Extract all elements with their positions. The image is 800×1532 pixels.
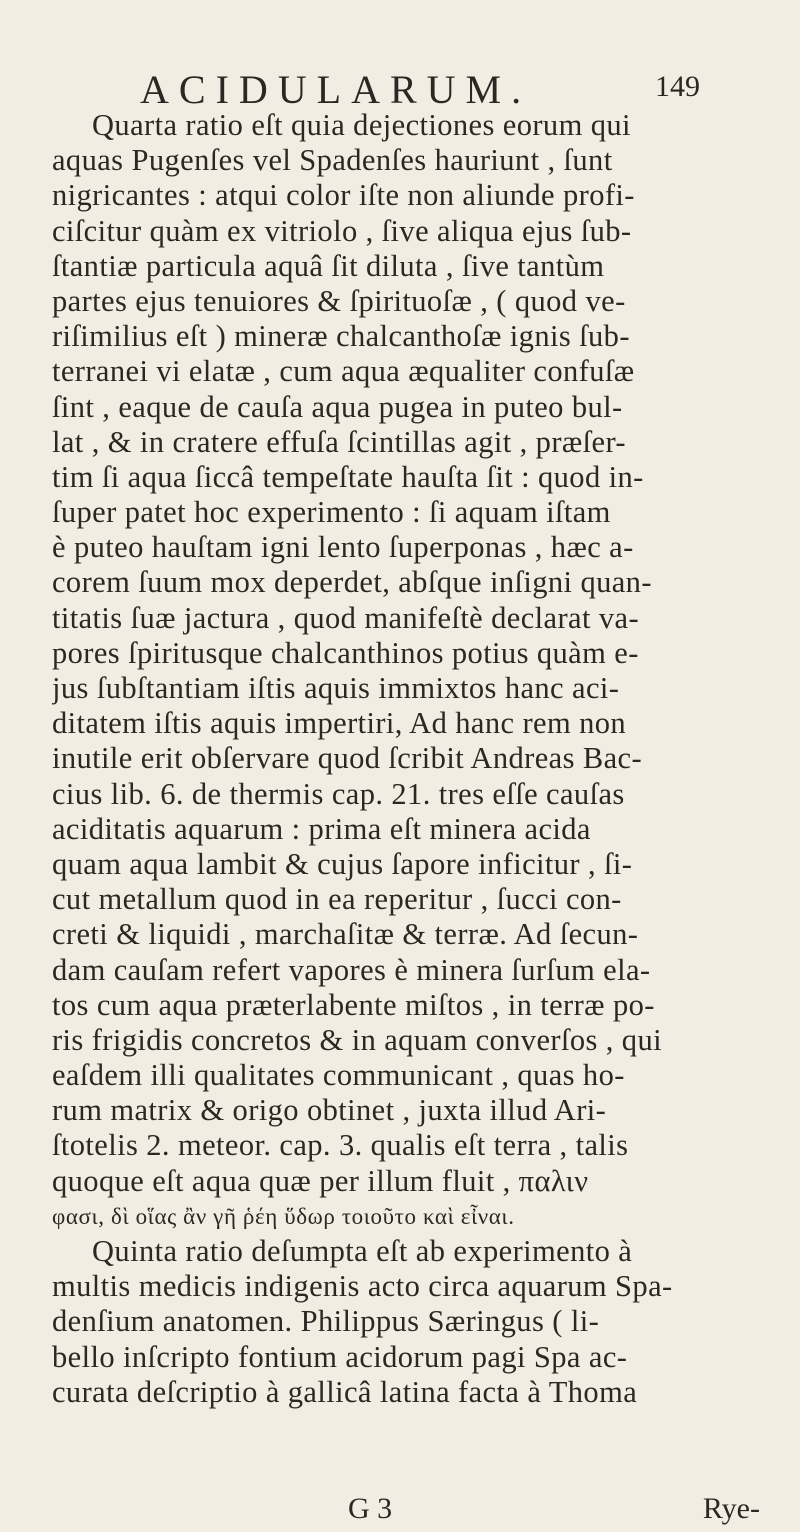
text-line: creti & liquidi , marchaſitæ & terræ. Ad ſecun-: [52, 917, 639, 952]
text-line: aquas Pugenſes vel Spadenſes hauriunt , ſunt: [52, 143, 613, 178]
text-line: riſimilius eſt ) mineræ chalcanthoſæ ignis ſub-: [52, 319, 630, 354]
text-line: inutile erit obſervare quod ſcribit Andreas Bac-: [52, 741, 643, 776]
text-line: eaſdem illi qualitates communicant , quas ho-: [52, 1058, 625, 1093]
text-line: multis medicis indigenis acto circa aquarum Spa-: [52, 1269, 673, 1304]
text-line: Quarta ratio eſt quia dejectiones eorum qui: [92, 108, 631, 142]
text-line: ſint , eaque de cauſa aqua pugea in puteo bul-: [52, 389, 623, 424]
text-line: corem ſuum mox deperdet, abſque inſigni quan-: [52, 565, 652, 600]
text-line: Quinta ratio deſumpta eſt ab experimento à: [92, 1234, 633, 1268]
text-line: tim ſi aqua ſiccâ tempeſtate hauſta ſit : quod in-: [52, 459, 644, 494]
text-line: titatis ſuæ jactura , quod manifeſtè declarat va-: [52, 600, 640, 635]
text-line: aciditatis aquarum : prima eſt minera acida: [52, 811, 591, 846]
page-number: 149: [655, 70, 700, 103]
text-line: terranei vi elatæ , cum aqua æqualiter confuſæ: [52, 354, 635, 389]
catchword: Rye-: [702, 1492, 760, 1525]
text-line: è puteo hauſtam igni lento ſuperponas , hæc a-: [52, 530, 634, 565]
greek-text-line: φασι, δὶ οἵας ἂν γῆ ῥέη ὕδωρ τοιοῦτο καὶ εἶναι.: [52, 1203, 515, 1229]
text-line: quoque eſt aqua quæ per illum fluit , παλιν: [52, 1163, 589, 1198]
text-line: jus ſubſtantiam iſtis aquis immixtos hanc aci-: [52, 671, 620, 705]
text-line: dam cauſam refert vapores è minera ſurſum ela-: [52, 952, 651, 987]
text-line: ris frigidis concretos & in aquam converſos , qui: [52, 1022, 662, 1057]
text-line: ſtantiæ particula aquâ ſit diluta , ſive tantùm: [52, 248, 605, 283]
body-text: [52, 108, 760, 1410]
text-line: rum matrix & origo obtinet , juxta illud Ari-: [52, 1093, 607, 1128]
text-line: ſuper patet hoc experimento : ſi aquam iſtam: [52, 495, 611, 530]
running-head: ACIDULARUM.: [140, 67, 532, 112]
text-line: pores ſpiritusque chalcanthinos potius quàm e-: [52, 635, 639, 670]
text-line: denſium anatomen. Philippus Særingus ( li-: [52, 1304, 600, 1339]
text-line: partes ejus tenuiores & ſpirituoſæ , ( quod ve-: [52, 283, 626, 318]
text-line: ciſcitur quàm ex vitriolo , ſive aliqua ejus ſub-: [52, 213, 632, 248]
text-line: cius lib. 6. de thermis cap. 21. tres eſſe cauſas: [52, 776, 625, 811]
text-line: quam aqua lambit & cujus ſapore inficitur , ſi-: [52, 846, 633, 881]
text-line: ditatem iſtis aquis impertiri, Ad hanc rem non: [52, 706, 627, 741]
signature-mark: G 3: [348, 1492, 393, 1525]
text-line: bello inſcripto fontium acidorum pagi Spa ac-: [52, 1339, 628, 1374]
text-line: ſtotelis 2. meteor. cap. 3. qualis eſt terra , talis: [52, 1128, 629, 1163]
text-line: curata deſcriptio à gallicâ latina facta à Thoma: [52, 1374, 638, 1409]
text-line: nigricantes : atqui color iſte non aliunde profi-: [52, 178, 635, 213]
text-line: tos cum aqua præterlabente miſtos , in terræ po-: [52, 987, 655, 1022]
text-line: lat , & in cratere effuſa ſcintillas agit , præſer-: [52, 424, 626, 459]
text-line: cut metallum quod in ea reperitur , ſucci con-: [52, 882, 622, 917]
page-footer: [52, 1492, 760, 1528]
